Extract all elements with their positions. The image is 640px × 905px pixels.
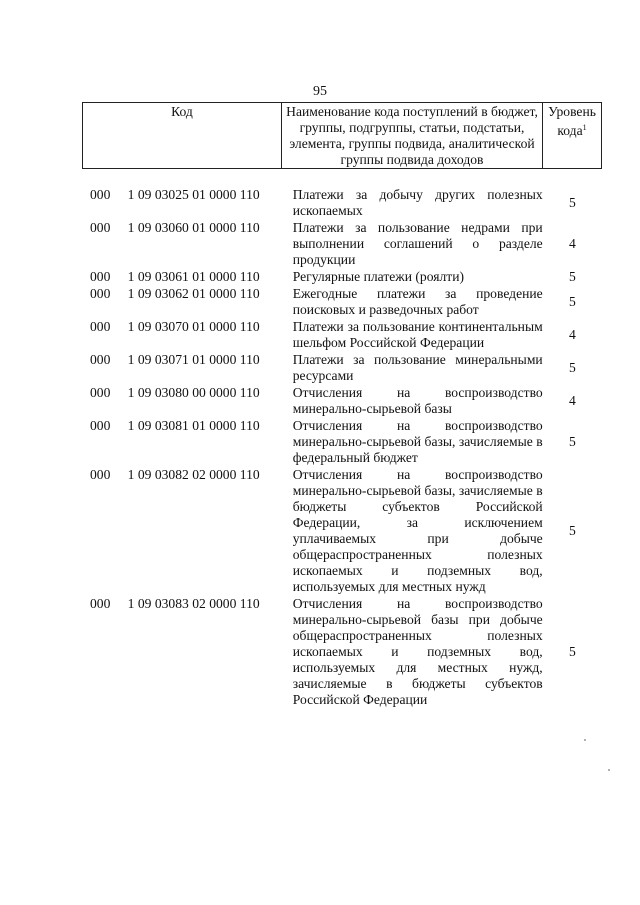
row-prefix: 000 bbox=[90, 319, 111, 334]
table-row bbox=[82, 269, 602, 285]
table-row bbox=[82, 418, 602, 466]
header-name: Наименование кода поступлений в бюджет, группы, подгруппы, статьи, подстатьи, элемента, группы подвида, аналитической группы подвида доходов bbox=[282, 103, 543, 168]
row-level: 5 bbox=[568, 644, 576, 659]
row-code: 1 09 03062 01 0000 110 bbox=[127, 286, 260, 301]
row-level: 5 bbox=[568, 523, 576, 538]
table-row bbox=[82, 220, 602, 268]
row-prefix: 000 bbox=[90, 418, 111, 433]
row-name: Отчисления на воспроизводство минерально-сырьевой базы, зачисляемые в федеральный бюджет bbox=[292, 418, 543, 465]
table-row bbox=[82, 319, 602, 351]
row-code: 1 09 03070 01 0000 110 bbox=[127, 319, 260, 334]
row-name: Регулярные платежи (роялти) bbox=[292, 269, 465, 284]
row-name: Отчисления на воспроизводство минерально-сырьевой базы при добыче общераспространенных полезных ископаемых и подземных вод, используемых для местных нужд, зачисляемые в бюджеты субъектов Российской Федерации bbox=[292, 596, 543, 707]
row-level: 4 bbox=[568, 393, 576, 408]
table-row bbox=[82, 352, 602, 384]
row-code: 1 09 03082 02 0000 110 bbox=[127, 467, 260, 482]
row-code: 1 09 03071 01 0000 110 bbox=[127, 352, 260, 367]
table-row bbox=[82, 286, 602, 318]
row-prefix: 000 bbox=[90, 352, 111, 367]
row-name: Платежи за добычу других полезных ископаемых bbox=[292, 187, 543, 218]
row-prefix: 000 bbox=[90, 596, 111, 611]
row-code: 1 09 03061 01 0000 110 bbox=[127, 269, 260, 284]
row-name: Платежи за пользование континентальным шельфом Российской Федерации bbox=[292, 319, 543, 350]
row-level: 5 bbox=[568, 269, 576, 284]
row-level: 5 bbox=[568, 360, 576, 375]
row-prefix: 000 bbox=[90, 269, 111, 284]
row-name: Платежи за пользование минеральными ресурсами bbox=[292, 352, 543, 383]
row-level: 5 bbox=[568, 434, 576, 449]
row-code: 1 09 03060 01 0000 110 bbox=[127, 220, 260, 235]
table-header bbox=[82, 102, 602, 169]
page-number: 95 bbox=[313, 84, 327, 99]
row-name: Отчисления на воспроизводство минерально-сырьевой базы bbox=[292, 385, 543, 416]
header-code: Код bbox=[83, 103, 282, 168]
row-name: Платежи за пользование недрами при выполнении соглашений о разделе продукции bbox=[292, 220, 543, 267]
table-row bbox=[82, 596, 602, 708]
row-prefix: 000 bbox=[90, 286, 111, 301]
row-level: 5 bbox=[568, 294, 576, 309]
row-code: 1 09 03080 00 0000 110 bbox=[127, 385, 260, 400]
row-code: 1 09 03025 01 0000 110 bbox=[127, 187, 260, 202]
header-level bbox=[543, 103, 601, 168]
scan-speck bbox=[608, 769, 610, 771]
row-code: 1 09 03083 02 0000 110 bbox=[127, 596, 260, 611]
table-row bbox=[82, 385, 602, 417]
row-prefix: 000 bbox=[90, 220, 111, 235]
row-level: 4 bbox=[568, 327, 576, 342]
row-prefix: 000 bbox=[90, 385, 111, 400]
scan-speck bbox=[584, 739, 586, 741]
row-name: Отчисления на воспроизводство минерально-сырьевой базы, зачисляемые в бюджеты субъектов Российской Федерации, за исключением уплачиваемых при добыче общераспространенных полезных ископаемых и подземных вод, используемых для местных нужд bbox=[292, 467, 543, 594]
row-level: 5 bbox=[568, 195, 576, 210]
header-level-label: Уровень кода bbox=[548, 104, 596, 138]
table-row bbox=[82, 187, 602, 219]
table-row bbox=[82, 467, 602, 595]
row-name: Ежегодные платежи за проведение поисковых и разведочных работ bbox=[292, 286, 543, 317]
header-level-footnote: 1 bbox=[582, 123, 587, 132]
row-code: 1 09 03081 01 0000 110 bbox=[127, 418, 260, 433]
row-level: 4 bbox=[568, 236, 576, 251]
table-body bbox=[82, 187, 602, 709]
row-prefix: 000 bbox=[90, 467, 111, 482]
row-prefix: 000 bbox=[90, 187, 111, 202]
